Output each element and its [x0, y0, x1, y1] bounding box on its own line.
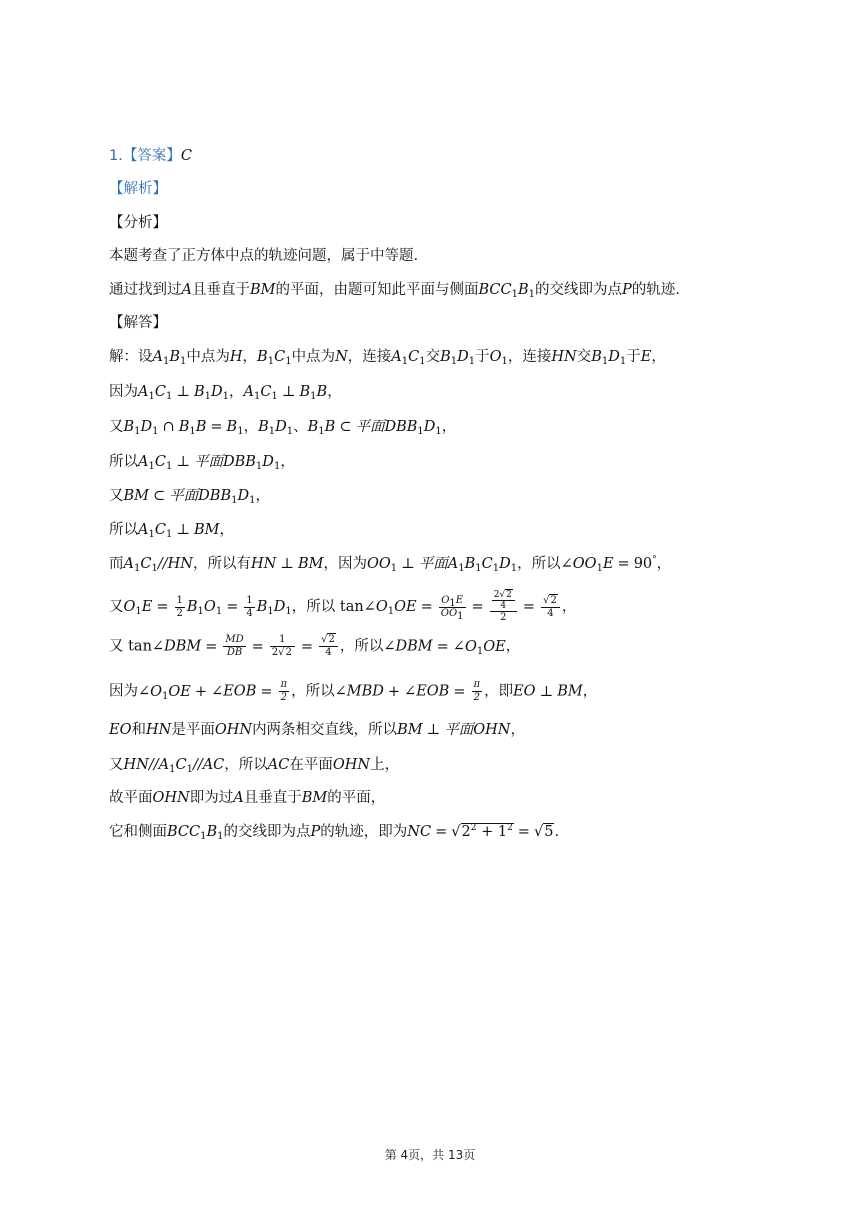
solution-line-9: 又 tan∠DBM = $\frac{MD}{DB}$ = $\frac{1}{2√2}$ = $\frac{√2}{4}$ ，所以∠DBM = $\angle O_1OE$，	[109, 634, 521, 658]
solution-heading: 【解答】	[109, 315, 167, 331]
solution-line-4: 所以$A_1C_1$ ⊥ 平面$DBB_1D_1$，	[109, 454, 295, 472]
solution-line-2: 因为$A_1C_1$ ⊥ $B_1D_1$，$A_1C_1$ ⊥ $B_1B$，	[109, 384, 342, 402]
page-footer: 第 4页，共 13页	[384, 1148, 476, 1162]
solution-line-3: 又$B_1D_1$ ∩ $B_1B = B_1$，$B_1D_1$、$B_1B$ ⊂ 平面$DBB_1D_1$，	[109, 419, 457, 437]
solution-line-12: 又$HN//A_1C_1//AC$，所以AC在平面OHN上，	[109, 757, 400, 775]
question-number: 1.	[109, 148, 123, 164]
analysis-line-1: 本题考查了正方体中点的轨迹问题，属于中等题.	[109, 248, 419, 264]
solution-line-6: 所以$A_1C_1$ ⊥ BM，	[109, 522, 234, 540]
analysis-tag: 【解析】	[109, 181, 167, 197]
solution-line-1: 解：设$A_1B_1$中点为H，$B_1C_1$中点为N，连接$A_1C_1$交$B_1D_1$于$O_1$，连接HN交$B_1D_1$于E，	[109, 349, 666, 367]
answer-line	[109, 146, 192, 166]
analysis-heading: 【分析】	[109, 215, 167, 231]
answer-tag: 【答案】	[122, 148, 181, 164]
solution-line-11: EO和HN是平面OHN内两条相交直线，所以BM ⊥ 平面OHN，	[109, 722, 525, 738]
solution-line-8: 又$O_1E$ = $\frac{1}{2}$ $B_1O_1$ = $\frac{1}{4}$ $B_1D_1$，所以 $\tan\angle O_1OE$ = $\frac{O_1E}{OO_1}$ = $\frac{\frac{2√2}{4}}{2}$ = $\frac{√2}{4}$ ，	[109, 590, 577, 623]
solution-line-13: 故平面OHN即为过A且垂直于BM的平面，	[109, 790, 386, 806]
analysis-line-2: 通过找到过A且垂直于BM的平面，由题可知此平面与侧面$BCC_1B_1$的交线即为点P的轨迹.	[109, 282, 680, 300]
answer-value: C	[180, 148, 192, 164]
solution-line-14: 它和侧面$BCC_1B_1$的交线即为点P的轨迹，即为NC = $√2^2 + 1^2 = √5$.	[109, 823, 560, 842]
solution-line-7: 而$A_1C_1//HN$，所以有HN ⊥ BM，因为$OO_1$ ⊥ 平面$A_1B_1C_1D_1$，所以$\angle OO_1E = 90^\circ$，	[109, 555, 672, 574]
solution-line-10: 因为$\angle O_1OE$ + ∠EOB = $\frac{\pi}{2}$ ，所以∠MBD + ∠EOB = $\frac{\pi}{2}$ ，即EO ⊥ BM，	[109, 679, 598, 703]
solution-line-5: 又BM ⊂ 平面$DBB_1D_1$，	[109, 488, 270, 506]
